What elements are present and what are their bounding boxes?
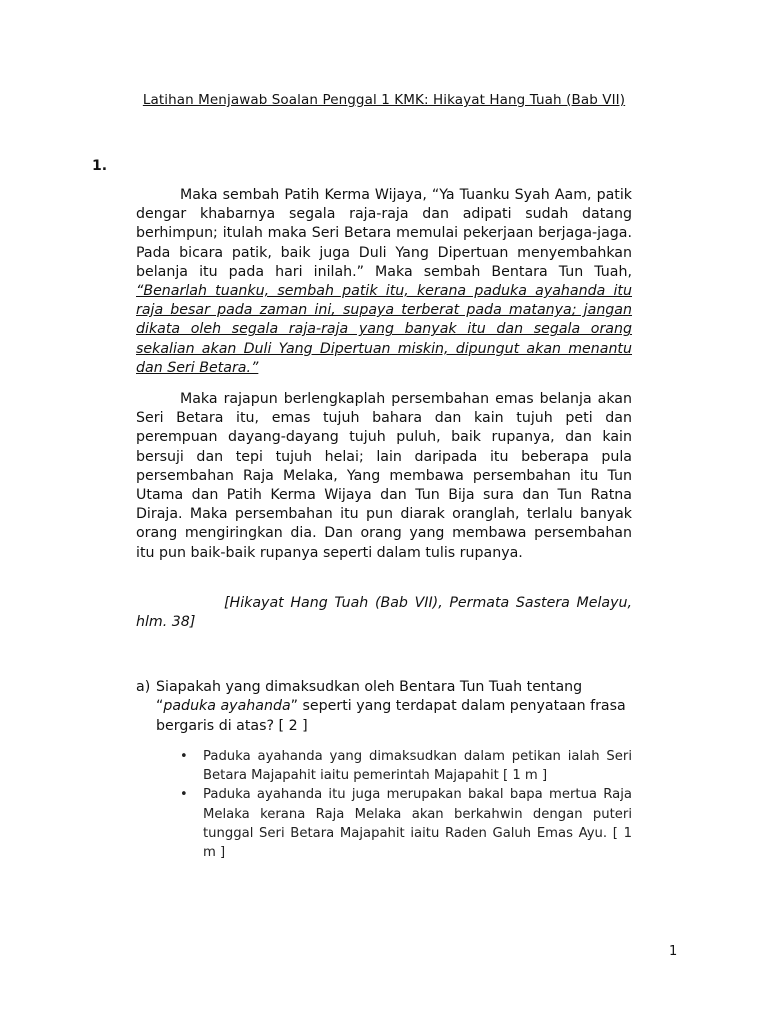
answer-list (180, 747, 632, 862)
question-number: 1. (92, 158, 108, 174)
passage-paragraph-1 (136, 186, 632, 378)
source-citation: [Hikayat Hang Tuah (Bab VII), Permata Sastera Melayu, hlm. 38] (136, 595, 632, 631)
answer-text: Paduka ayahanda yang dimaksudkan dalam petikan ialah Seri Betara Majapahit iaitu pemerintah Majapahit [ 1 m ] (203, 749, 632, 784)
document-title: Latihan Menjawab Soalan Penggal 1 KMK: Hikayat Hang Tuah (Bab VII) (142, 92, 626, 108)
passage-paragraph-2-text: Maka rajapun berlengkaplah persembahan emas belanja akan Seri Betara itu, emas tujuh bahara dan kain tujuh peti dan perempuan dayang-dayang tujuh puluh, baik rupanya, dan kain bersuji dan tepi tujuh helai; lain daripada itu beberapa pula persembahan Raja Melaka, Yang membawa persembahan itu Tun Utama dan Patih Kerma Wijaya dan Tun Bija sura dan Tun Ratna Diraja. Maka persembahan itu pun diarak oranglah, terlalu banyak orang mengiringkan dia. Dan orang yang membawa persembahan itu pun baik-baik rupanya seperti dalam tulis rupanya. (136, 391, 632, 561)
answer-item (180, 747, 632, 785)
passage-paragraph-1-text (136, 186, 632, 378)
question-a-text-before: Siapakah yang dimaksudkan oleh Bentara Tun Tuah tentang “ (156, 679, 583, 715)
answer-text: Paduka ayahanda itu juga merupakan bakal bapa mertua Raja Melaka kerana Raja Melaka akan berkahwin dengan puteri tunggal Seri Betara Majapahit iaitu Raden Galuh Emas Ayu. [ 1 m ] (203, 787, 632, 861)
passage-plain-text: Maka sembah Patih Kerma Wijaya, “Ya Tuanku Syah Aam, patik dengar khabarnya segala raja-raja dan adipati sudah datang berhimpun; itulah maka Seri Betara memulai pekerjaan berjaga-jaga. Pada bicara patik, baik juga Duli Yang Dipertuan menyembahkan belanja itu pada hari inilah.” Maka sembah Bentara Tun Tuah, (136, 187, 632, 280)
question-a-label: a) (136, 679, 151, 695)
page-number: 1 (669, 944, 678, 959)
question-a-text (156, 678, 636, 736)
question-a (136, 678, 636, 736)
bullet-icon: • (180, 787, 188, 803)
question-a-emphasis: paduka ayahanda (163, 698, 291, 715)
underlined-quote: “Benarlah tuanku, sembah patik itu, kerana paduka ayahanda itu raja besar pada zaman ini, supaya terberat pada matanya; jangan dikata oleh segala raja-raja yang banyak itu dan segala orang sekalian akan Duli Yang Dipertuan miskin, dipungut akan menantu dan Seri Betara.” (136, 283, 632, 376)
answer-item (180, 785, 632, 862)
bullet-icon: • (180, 749, 188, 764)
passage-paragraph-2 (136, 390, 632, 563)
question-a-text-after: ” seperti yang terdapat dalam penyataan frasa bergaris di atas? [ 2 ] (156, 698, 626, 734)
